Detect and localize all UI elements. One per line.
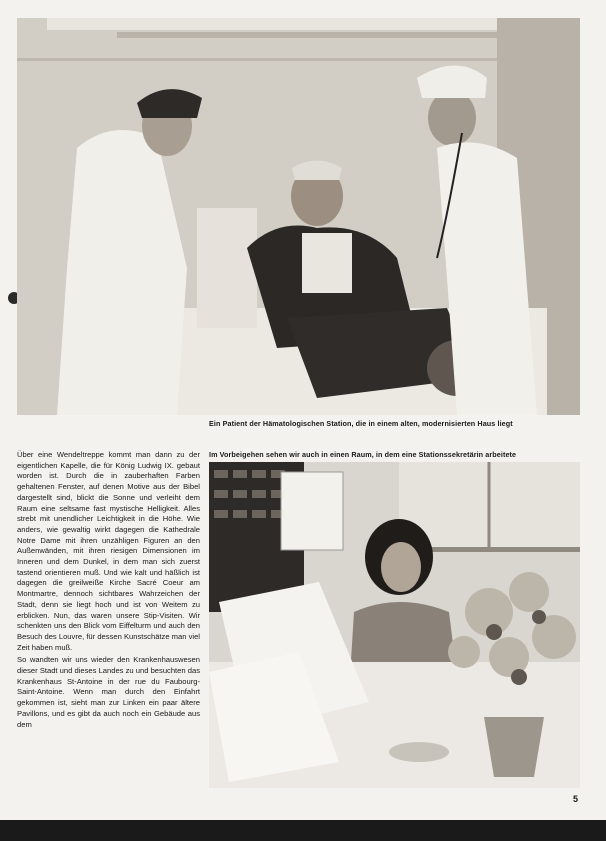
article-paragraph: Über eine Wendeltreppe kommt man dann zu der eigentlichen Kapelle, die für König Ludwig IX. gebaut worden ist. Durch die in zauberhaften Farben gehaltenen Fenster, auf denen Motive aus der Bibel dargestellt sind, blickt die Sonne und verleiht dem Raum eine seltsame fast mystische Helligkeit. Alles strebt mit unendlicher Leichtigkeit in die Höhe. Wie anders, wie gewaltig wirkt dagegen die Kathedrale Notre Dame mit ihren unzähligen Figuren an den Außenwänden, mit ihren riesigen Dimensionen im Inneren und dem Dunkel, in dem man sich zuerst tastend orientieren muß. Und wie kalt und häßlich ist dagegen die greilweiße Kirche Sacré Coeur am Montmartre, dennoch sichtbares Wahrzeichen der Stadt, denn sie liegt hoch und ist von Weitem zu erblicken. Nun, das waren unsere Stip-Visiten. Wir schenkten uns den Blick vom Eiffelturm und auch den Besuch des Louvre, für dessen Kunstschätze man viel Zeit haben muß.: [17, 450, 200, 652]
hospital-patient-photo: [17, 18, 580, 415]
article-text-column: [17, 450, 200, 730]
footer-bar: [0, 820, 606, 841]
page-number: 5: [573, 794, 579, 804]
article-paragraph: So wandten wir uns wieder den Krankenhauswesen dieser Stadt und dieses Landes zu und besuchten das Krankenhaus St-Antoine in der rue du Faubourg-Saint-Antoine. Wenn man durch den Einfahrt gekommen ist, sieht man zur Linken ein paar ältere Pavillons, und es gibt da auch noch ein Gebäude aus dem: [17, 655, 200, 729]
bottom-photo-caption: Im Vorbeigehen sehen wir auch in einen Raum, in dem eine Stationssekretärin arbeitete: [209, 450, 517, 459]
secretary-office-photo: [209, 462, 580, 788]
top-photo-caption: Ein Patient der Hämatologischen Station, die in einem alten, modernisierten Haus liegt: [209, 419, 513, 428]
